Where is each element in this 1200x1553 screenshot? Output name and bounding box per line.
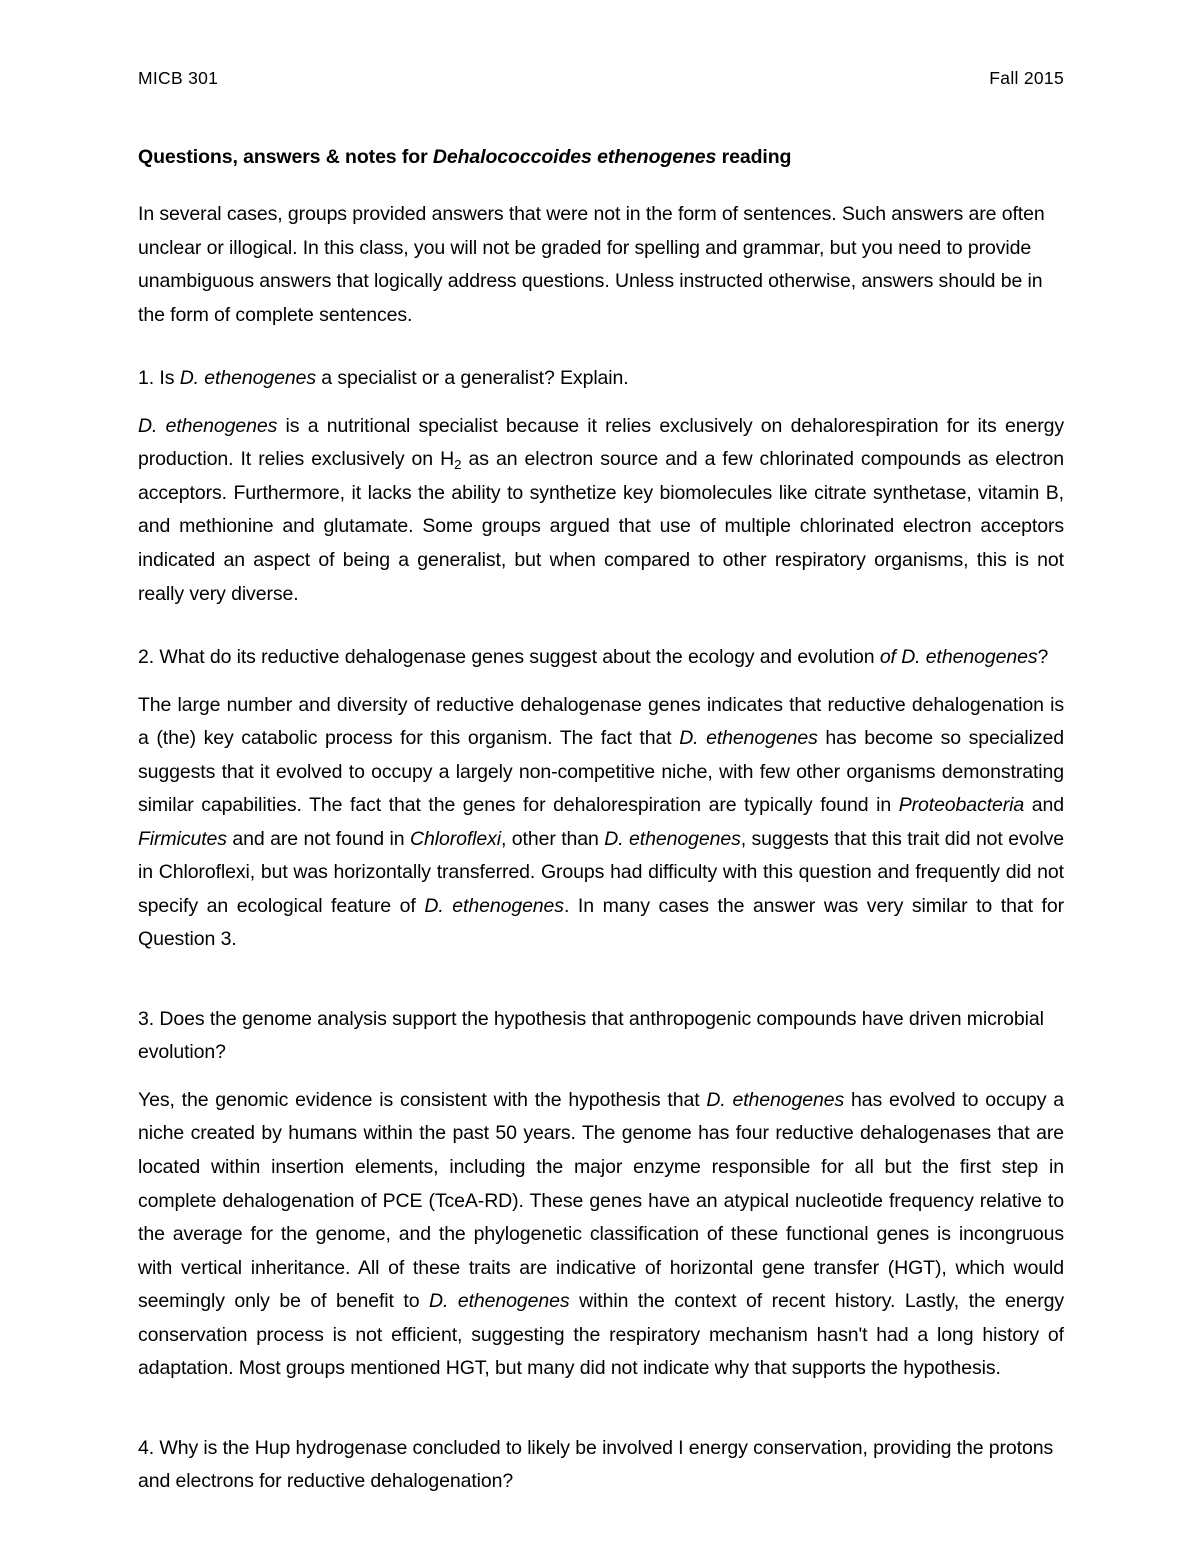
- answer-text: has evolved to occupy a niche created by humans within the past 50 years. The genome has four reductive dehalogenases that are located within insertion elements, including the major enzyme responsible for all but the first step in complete dehalogenation of PCE (TceA-RD). These genes have an atypical nucleotide frequency relative to the average for the genome, and the phylogenetic classification of these functional genes is incongruous with vertical inheritance. All of these traits are indicative of horizontal gene transfer (HGT), which would seemingly only be of benefit to: [138, 1088, 1064, 1313]
- question-2: [138, 641, 1064, 675]
- answer-italic-term: D. ethenogenes: [679, 727, 818, 750]
- term-label: Fall 2015: [989, 68, 1064, 88]
- title-species-name: Dehalococcoides ethenogenes: [432, 145, 717, 168]
- answer-text: , other than: [501, 827, 605, 850]
- answer-3: [138, 1084, 1064, 1386]
- question-number: 3.: [138, 1007, 155, 1030]
- question-3: [138, 1003, 1064, 1070]
- intro-paragraph: In several cases, groups provided answers that were not in the form of sentences. Such answers are often unclear or illogical. In this class, you will not be graded for spelling and grammar, but you need to provide unambiguous answers that logically address questions. Unless instructed otherwise, answers should be in the form of complete sentences.: [138, 203, 1045, 326]
- answer-text: is a nutritional specialist because it relies exclusively on dehalorespiration for its energy production. It relies exclusively on H: [138, 414, 1064, 471]
- question-number: 4.: [138, 1436, 155, 1459]
- page-content: [138, 68, 1064, 1499]
- question-1: [138, 362, 1064, 396]
- question-text: What do its reductive dehalogenase genes suggest about the ecology and evolution: [154, 646, 880, 669]
- answer-italic-term: D. ethenogenes: [424, 894, 564, 917]
- question-4: [138, 1432, 1064, 1499]
- question-text: Does the genome analysis support the hypothesis that anthropogenic compounds have driven microbial evolution?: [138, 1007, 1044, 1064]
- answer-text: and are not found in: [226, 827, 410, 850]
- course-code: MICB 301: [138, 68, 219, 88]
- answer-text: . In many cases the answer was very similar to that for Question 3.: [138, 894, 1064, 951]
- question-text-tail: ?: [1037, 646, 1049, 669]
- answer-italic-term: D. ethenogenes: [706, 1088, 845, 1111]
- answer-text: has become so specialized suggests that it evolved to occupy a largely non-competitive niche, with few other organisms demonstrating similar capabilities. The fact that the genes for dehalorespiration are typically found in: [138, 727, 1064, 817]
- title-prefix: Questions, answers & notes for: [138, 145, 433, 168]
- question-text: Why is the Hup hydrogenase concluded to likely be involved I energy conservation, providing the protons and electrons for reductive dehalogenation?: [138, 1436, 1054, 1493]
- answer-text: The large number and diversity of reductive dehalogenase genes indicates that reductive dehalogenation is a (the) key catabolic process for this organism. The fact that: [138, 693, 1064, 750]
- running-head: [138, 68, 1064, 90]
- question-text: Is: [154, 367, 180, 390]
- answer-text: within the context of recent history. Lastly, the energy conservation process is not efficient, suggesting the respiratory mechanism hasn't had a long history of adaptation. Most groups mentioned HGT, but many did not indicate why that supports the hypothesis.: [138, 1290, 1065, 1380]
- subscript-numeral: 2: [454, 457, 462, 473]
- title-suffix: reading: [716, 145, 792, 168]
- answer-text: , suggests that this trait did not evolve in Chloroflexi, but was horizontally transferred. Groups had difficulty with this question and frequently did not specify an ecological feature of: [138, 827, 1064, 917]
- answer-italic-term: D. ethenogenes: [429, 1290, 570, 1313]
- answer-italic-term: D. ethenogenes: [604, 827, 741, 850]
- questions-and-answers: [138, 362, 1064, 1498]
- answer-1: [138, 410, 1064, 611]
- answer-italic-term: D. ethenogenes: [138, 414, 278, 437]
- answer-2: [138, 689, 1064, 957]
- answer-text: and: [1024, 794, 1064, 817]
- question-number: 1.: [138, 367, 155, 390]
- question-species-name: of D. ethenogenes: [879, 646, 1038, 669]
- question-text-tail: a specialist or a generalist? Explain.: [315, 367, 629, 390]
- answer-text: Yes, the genomic evidence is consistent with the hypothesis that: [138, 1088, 707, 1111]
- answer-italic-term: Proteobacteria: [898, 794, 1025, 817]
- answer-italic-term: Chloroflexi: [409, 827, 502, 850]
- answer-text: as an electron source and a few chlorinated compounds as electron acceptors. Furthermore, it lacks the ability to synthetize key biomolecules like citrate synthetase, vitamin B, and methionine and glutamate. Some groups argued that use of multiple chlorinated electron acceptors indicated an aspect of being a generalist, but when compared to other respiratory organisms, this is not really very diverse.: [138, 448, 1064, 605]
- question-species-name: D. ethenogenes: [179, 367, 316, 390]
- question-number: 2.: [138, 646, 155, 669]
- answer-italic-term: Firmicutes: [138, 827, 227, 850]
- document-title: [138, 145, 1064, 170]
